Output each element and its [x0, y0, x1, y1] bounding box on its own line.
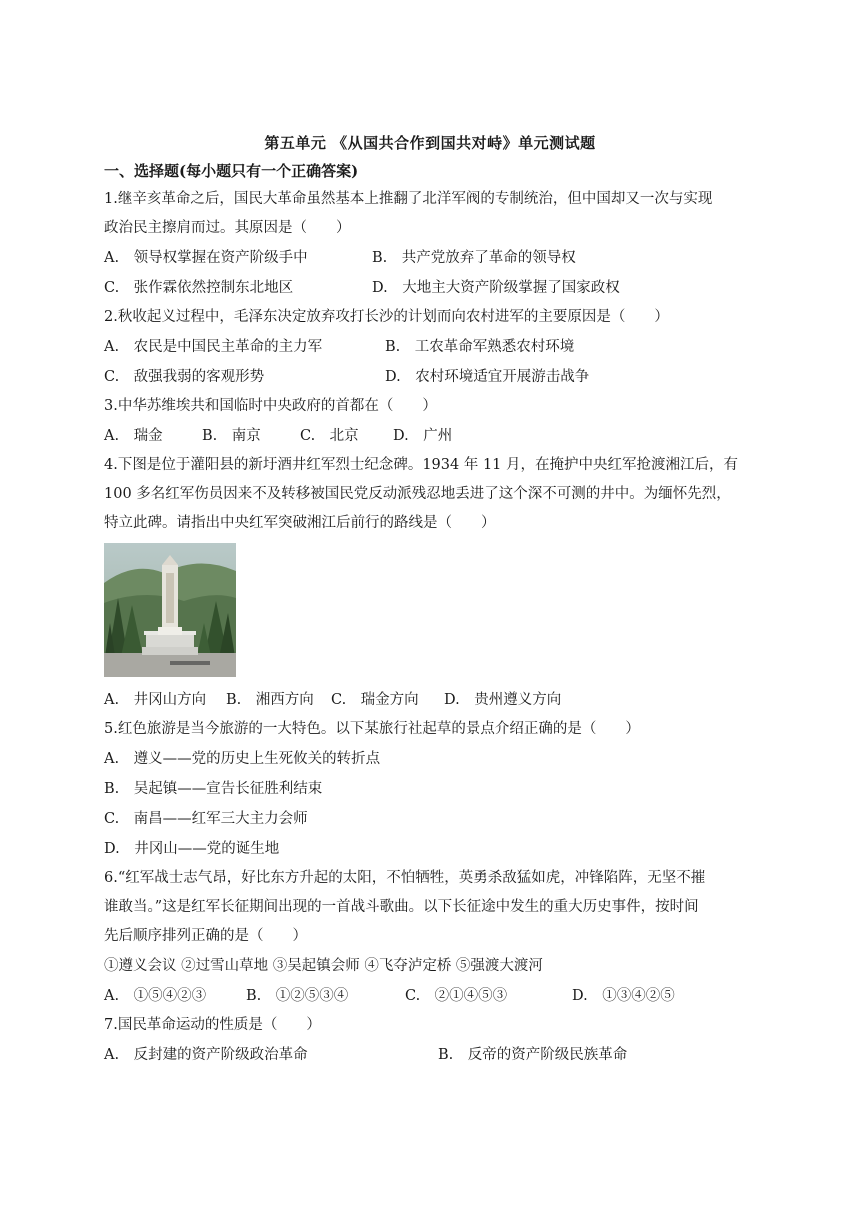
q2-option-b: B. 工农革命军熟悉农村环境	[385, 339, 575, 355]
memorial-monument-photo	[104, 543, 236, 677]
q6-option-c: C. ②①④⑤③	[405, 988, 508, 1004]
q7-option-a: A. 反封建的资产阶级政治革命	[104, 1047, 308, 1063]
q6-option-b: B. ①②⑤③④	[246, 988, 349, 1004]
q1-option-b: B. 共产党放弃了革命的领导权	[372, 250, 576, 266]
q3-option-a: A. 瑞金	[104, 428, 163, 444]
q4-option-d: D. 贵州遵义方向	[444, 692, 562, 708]
q6-stem-line3: 先后顺序排列正确的是（ ）	[104, 928, 307, 944]
q1-option-a: A. 领导权掌握在资产阶级手中	[104, 250, 308, 266]
q4-stem-line1: 4.下图是位于灌阳县的新圩酒井红军烈士纪念碑。1934 年 11 月，在掩护中央红军抢渡湘江后，有	[104, 457, 739, 473]
q7-option-b: B. 反帝的资产阶级民族革命	[438, 1047, 628, 1063]
document-title: 第五单元 《从国共合作到国共对峙》单元测试题	[264, 134, 596, 152]
q1-option-c: C. 张作霖依然控制东北地区	[104, 280, 294, 296]
memorial-monument-image	[104, 543, 236, 677]
q2-stem: 2.秋收起义过程中，毛泽东决定放弃攻打长沙的计划而向农村进军的主要原因是（ ）	[104, 309, 669, 325]
q1-stem-line1: 1.继辛亥革命之后，国民大革命虽然基本上推翻了北洋军阀的专制统治，但中国却又一次与实现	[104, 191, 713, 207]
q6-option-a: A. ①⑤④②③	[104, 988, 207, 1004]
q4-stem-line2: 100 多名红军伤员因来不及转移被国民党反动派残忍地丢进了这个深不可测的井中。为缅怀先烈，	[104, 486, 731, 502]
q3-stem: 3.中华苏维埃共和国临时中央政府的首都在（ ）	[104, 398, 437, 414]
q6-stem-line2: 谁敢当。”这是红军长征期间出现的一首战斗歌曲。以下长征途中发生的重大历史事件，按时间	[104, 899, 699, 915]
q5-option-b: B. 吴起镇——宣告长征胜利结束	[104, 781, 323, 797]
q5-option-c: C. 南昌——红军三大主力会师	[104, 811, 308, 827]
q2-option-c: C. 敌强我弱的客观形势	[104, 369, 265, 385]
q6-option-d: D. ①③④②⑤	[572, 988, 675, 1004]
q2-option-a: A. 农民是中国民主革命的主力军	[104, 339, 323, 355]
q4-stem-line3: 特立此碑。请指出中央红军突破湘江后前行的路线是（ ）	[104, 515, 496, 531]
q5-option-a: A. 遵义——党的历史上生死攸关的转折点	[104, 751, 381, 767]
q2-option-d: D. 农村环境适宜开展游击战争	[385, 369, 590, 385]
q6-event-list: ①遵义会议 ②过雪山草地 ③吴起镇会师 ④飞夺泸定桥 ⑤强渡大渡河	[104, 958, 543, 974]
q3-option-c: C. 北京	[300, 428, 359, 444]
q1-option-d: D. 大地主大资产阶级掌握了国家政权	[372, 280, 620, 296]
q5-stem: 5.红色旅游是当今旅游的一大特色。以下某旅行社起草的景点介绍正确的是（ ）	[104, 721, 640, 737]
q6-stem-line1: 6.“红军战士志气昂，好比东方升起的太阳，不怕牺牲，英勇杀敌猛如虎，冲锋陷阵，无坚不摧	[104, 870, 706, 886]
q7-stem: 7.国民革命运动的性质是（ ）	[104, 1017, 321, 1033]
q5-option-d: D. 井冈山——党的诞生地	[104, 841, 280, 857]
q1-stem-line2: 政治民主擦肩而过。其原因是（ ）	[104, 220, 351, 236]
q4-option-a: A. 井冈山方向	[104, 692, 207, 708]
q4-option-b: B. 湘西方向	[226, 692, 314, 708]
section-heading: 一、选择题(每小题只有一个正确答案)	[104, 162, 359, 180]
q4-option-c: C. 瑞金方向	[331, 692, 419, 708]
q3-option-d: D. 广州	[393, 428, 453, 444]
q3-option-b: B. 南京	[202, 428, 261, 444]
